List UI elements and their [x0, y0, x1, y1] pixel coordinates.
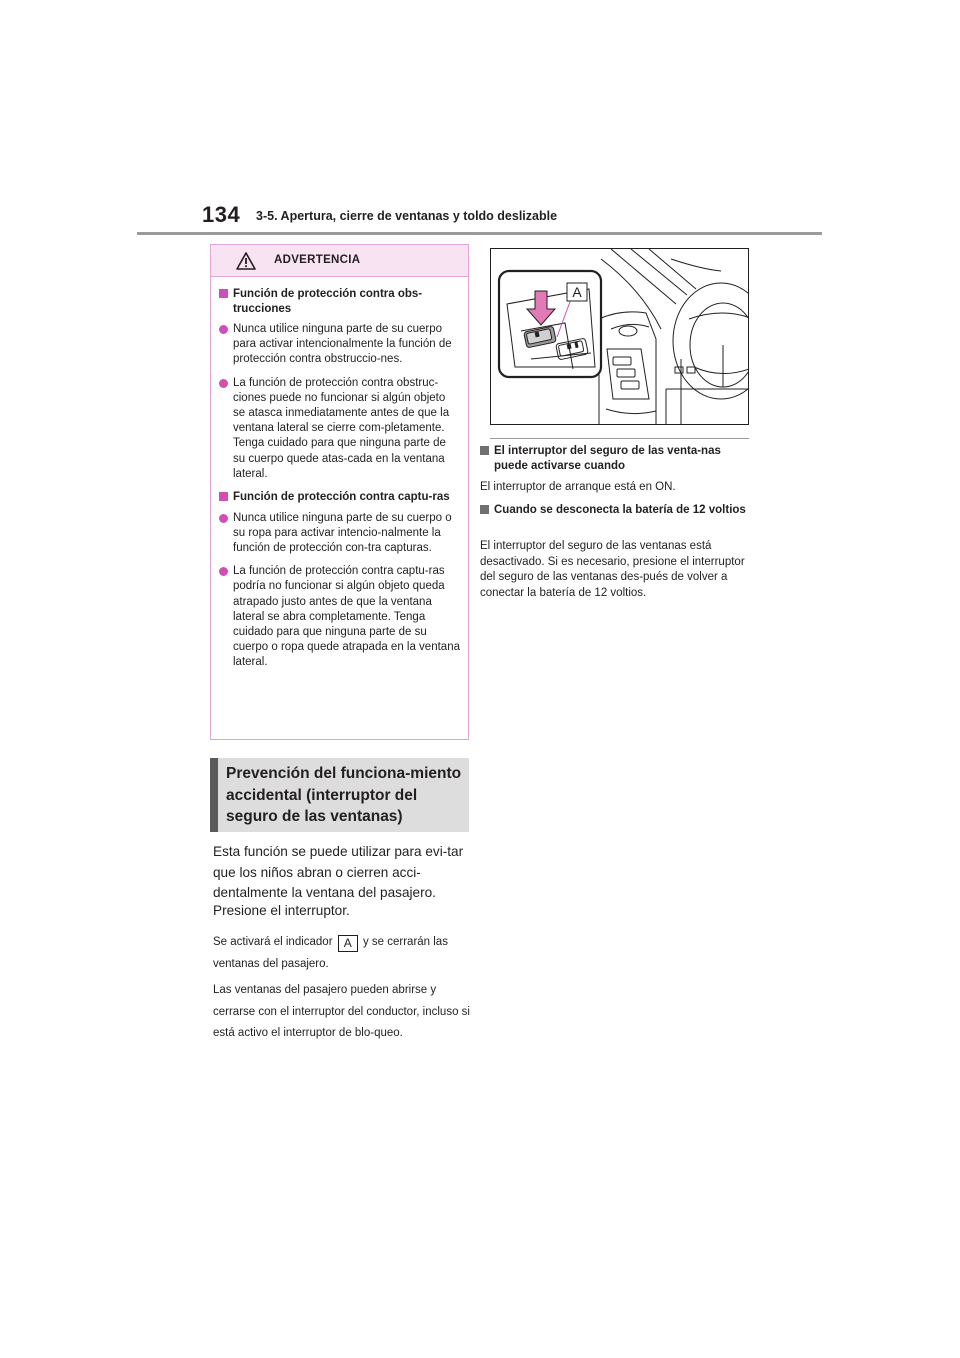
page-number: 134: [202, 202, 241, 227]
round-bullet-icon: [219, 325, 228, 334]
figure-callout-a: A: [572, 284, 582, 300]
right-subheading: El interruptor del seguro de las venta-nas puede activarse cuando: [480, 444, 750, 473]
square-bullet-icon: [219, 492, 228, 501]
body-paragraph-indicator: Se activará el indicador A y se cerrarán las ventanas del pasajero.: [213, 936, 448, 970]
right-paragraph: El interruptor del seguro de las ventanas está desactivado. Si es necesario, presione el interruptor del seguro de las ventanas des-pués de volver a conectar la batería de 12 voltios.: [480, 540, 745, 599]
section-heading-bar: [210, 758, 218, 832]
section-heading-text: Prevención del funciona-miento accidental (interruptor del seguro de las ventanas): [226, 765, 462, 825]
callout-a-marker: A: [338, 935, 358, 952]
section-heading: [210, 758, 469, 832]
window-lock-switch-illustration: [490, 248, 749, 425]
square-bullet-icon: [219, 289, 228, 298]
warning-body: [211, 277, 468, 671]
warning-triangle-icon: [236, 252, 256, 270]
warning-subheading: Función de protección contra captu-ras: [219, 490, 460, 505]
square-bullet-icon: [480, 446, 489, 455]
warning-bullet: Nunca utilice ninguna parte de su cuerpo o su ropa para activar intencio-nalmente la función de protección con-tra capturas.: [219, 511, 460, 557]
body-paragraph: Presione el interruptor.: [213, 903, 350, 918]
body-paragraph: Las ventanas del pasajero pueden abrirse y cerrarse con el interruptor del conductor, incluso si está activo el interruptor de blo-queo.: [213, 984, 470, 1039]
warning-box: [210, 244, 469, 740]
round-bullet-icon: [219, 379, 228, 388]
warning-bullet: La función de protección contra captu-ras podría no funcionar si algún objeto queda atrapado justo antes de que la ventana lateral se abra completamente. Tenga cuidado para que ninguna parte de su cuerpo o ropa quede atrapada en la ventana lateral.: [219, 564, 460, 670]
body-paragraph: Esta función se puede utilizar para evi-tar que los niños abran o cierren acci-dentalmente la ventana del pasajero.: [213, 844, 464, 900]
dashboard-door-illustration: [491, 249, 749, 425]
right-paragraph: El interruptor de arranque está en ON.: [480, 481, 676, 493]
round-bullet-icon: [219, 567, 228, 576]
warning-bullet: La función de protección contra obstruc-ciones puede no funcionar si algún objeto se atasca inmediatamente antes de que la ventana lateral se cierre com-pletamente. Tenga cuidado para que ninguna parte de su cuerpo quede atas-cada en la ventana lateral.: [219, 376, 460, 482]
page-header: [0, 0, 960, 240]
warning-header: [211, 245, 468, 277]
square-bullet-icon: [480, 505, 489, 514]
warning-bullet: Nunca utilice ninguna parte de su cuerpo para activar intencionalmente la función de protección contra obstruccio-nes.: [219, 322, 460, 368]
round-bullet-icon: [219, 514, 228, 523]
header-divider: [137, 232, 822, 235]
section-title: 3-5. Apertura, cierre de ventanas y toldo deslizable: [256, 209, 558, 223]
warning-subheading: Función de protección contra obs-trucciones: [219, 287, 460, 316]
right-subheading: Cuando se desconecta la batería de 12 voltios: [480, 503, 750, 518]
figure-divider: [490, 438, 749, 439]
warning-title: ADVERTENCIA: [274, 254, 361, 266]
